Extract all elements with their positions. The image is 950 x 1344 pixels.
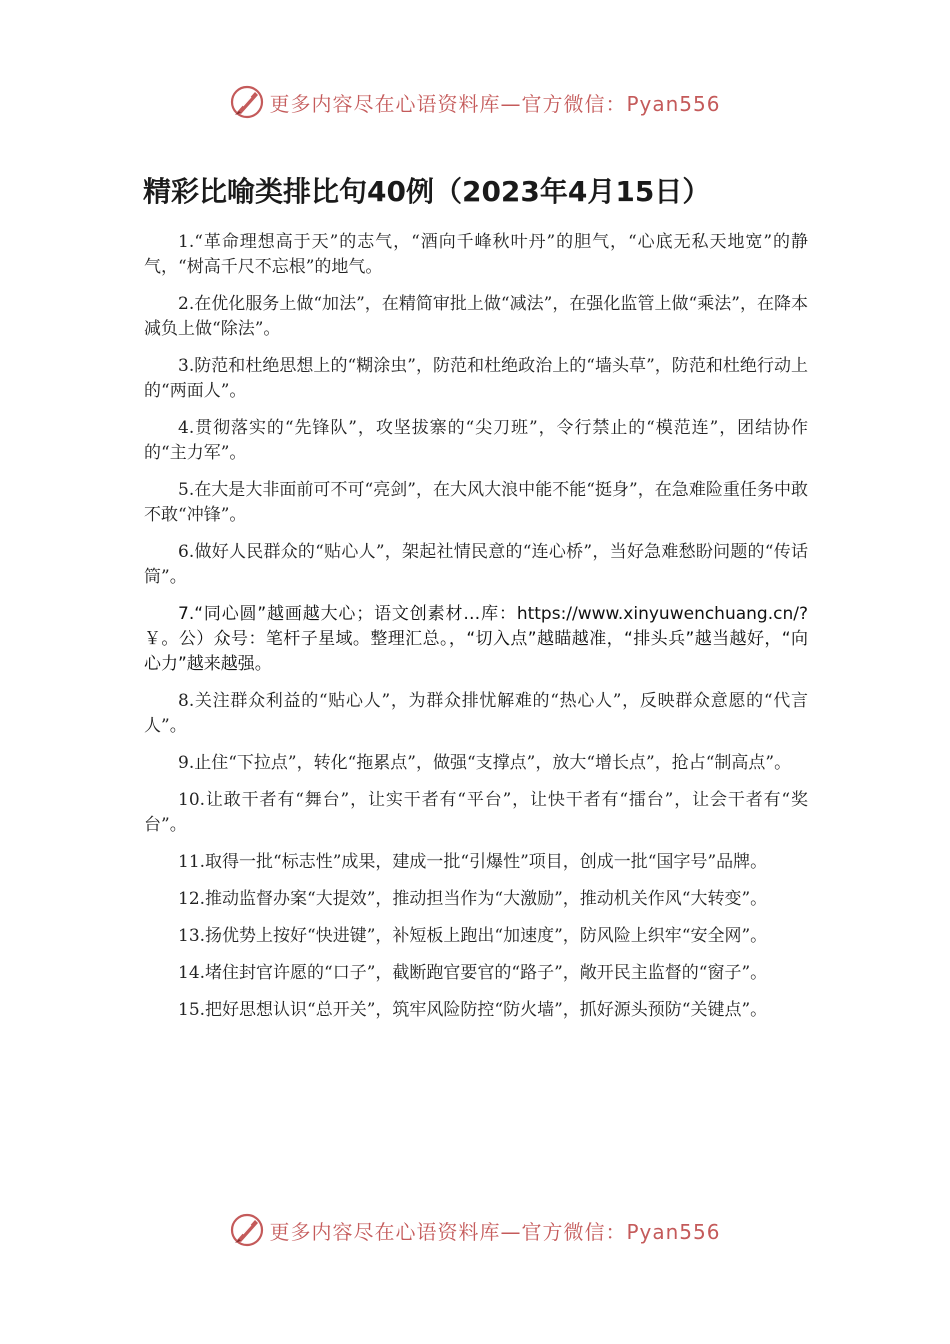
list-item: 10.让敢干者有“舞台”，让实干者有“平台”，让快干者有“擂台”，让会干者有“奖台”。 (144, 790, 808, 835)
footer-banner (0, 1208, 950, 1252)
header-banner-text: 更多内容尽在心语资料库—官方微信：Pyan556 (269, 91, 721, 116)
quill-logo-icon (229, 1212, 265, 1248)
list-item: 5.在大是大非面前可不可“亮剑”，在大风大浪中能不能“挺身”，在急难险重任务中敢不敢“冲锋”。 (144, 480, 808, 525)
list-item: 11.取得一批“标志性”成果，建成一批“引爆性”项目，创成一批“国字号”品牌。 (178, 852, 768, 872)
list-item-with-link[interactable]: 7.“同心圆”越画越大心；语文创素材…库：https://www.xinyuwenchuang.cn/?￥。公）众号：笔杆子星域。整理汇总。，“切入点”越瞄越准，“排头兵”越当越好，“向心力”越来越强。 (144, 604, 808, 674)
list-item: 15.把好思想认识“总开关”，筑牢风险防控“防火墙”，抓好源头预防“关键点”。 (178, 1000, 768, 1020)
list-item: 9.止住“下拉点”，转化“拖累点”，做强“支撑点”，放大“增长点”，抢占“制高点”。 (178, 753, 792, 773)
page-title: 精彩比喻类排比句40例（2023年4月15日） (143, 175, 711, 208)
quill-logo-icon (229, 84, 265, 120)
list-item: 6.做好人民群众的“贴心人”，架起社情民意的“连心桥”，当好急难愁盼问题的“传话筒”。 (144, 542, 808, 587)
article-body (144, 230, 808, 1035)
list-item: 13.扬优势上按好“快进键”，补短板上跑出“加速度”，防风险上织牢“安全网”。 (178, 926, 768, 946)
list-item: 1.“革命理想高于天”的志气，“酒向千峰秋叶丹”的胆气，“心底无私天地宽”的静气，“树高千尺不忘根”的地气。 (144, 232, 808, 277)
list-item: 14.堵住封官许愿的“口子”，截断跑官要官的“路子”，敞开民主监督的“窗子”。 (178, 963, 768, 983)
list-item: 12.推动监督办案“大提效”，推动担当作为“大激励”，推动机关作风“大转变”。 (178, 889, 768, 909)
footer-banner-text: 更多内容尽在心语资料库—官方微信：Pyan556 (269, 1219, 721, 1244)
list-item: 3.防范和杜绝思想上的“糊涂虫”，防范和杜绝政治上的“墙头草”，防范和杜绝行动上的“两面人”。 (144, 356, 808, 401)
list-item: 4.贯彻落实的“先锋队”，攻坚拔寨的“尖刀班”，令行禁止的“模范连”，团结协作的“主力军”。 (144, 418, 808, 463)
list-item: 8.关注群众利益的“贴心人”，为群众排忧解难的“热心人”，反映群众意愿的“代言人”。 (144, 691, 808, 736)
list-item: 2.在优化服务上做“加法”，在精简审批上做“减法”，在强化监管上做“乘法”，在降本减负上做“除法”。 (144, 294, 808, 339)
header-banner (0, 80, 950, 124)
